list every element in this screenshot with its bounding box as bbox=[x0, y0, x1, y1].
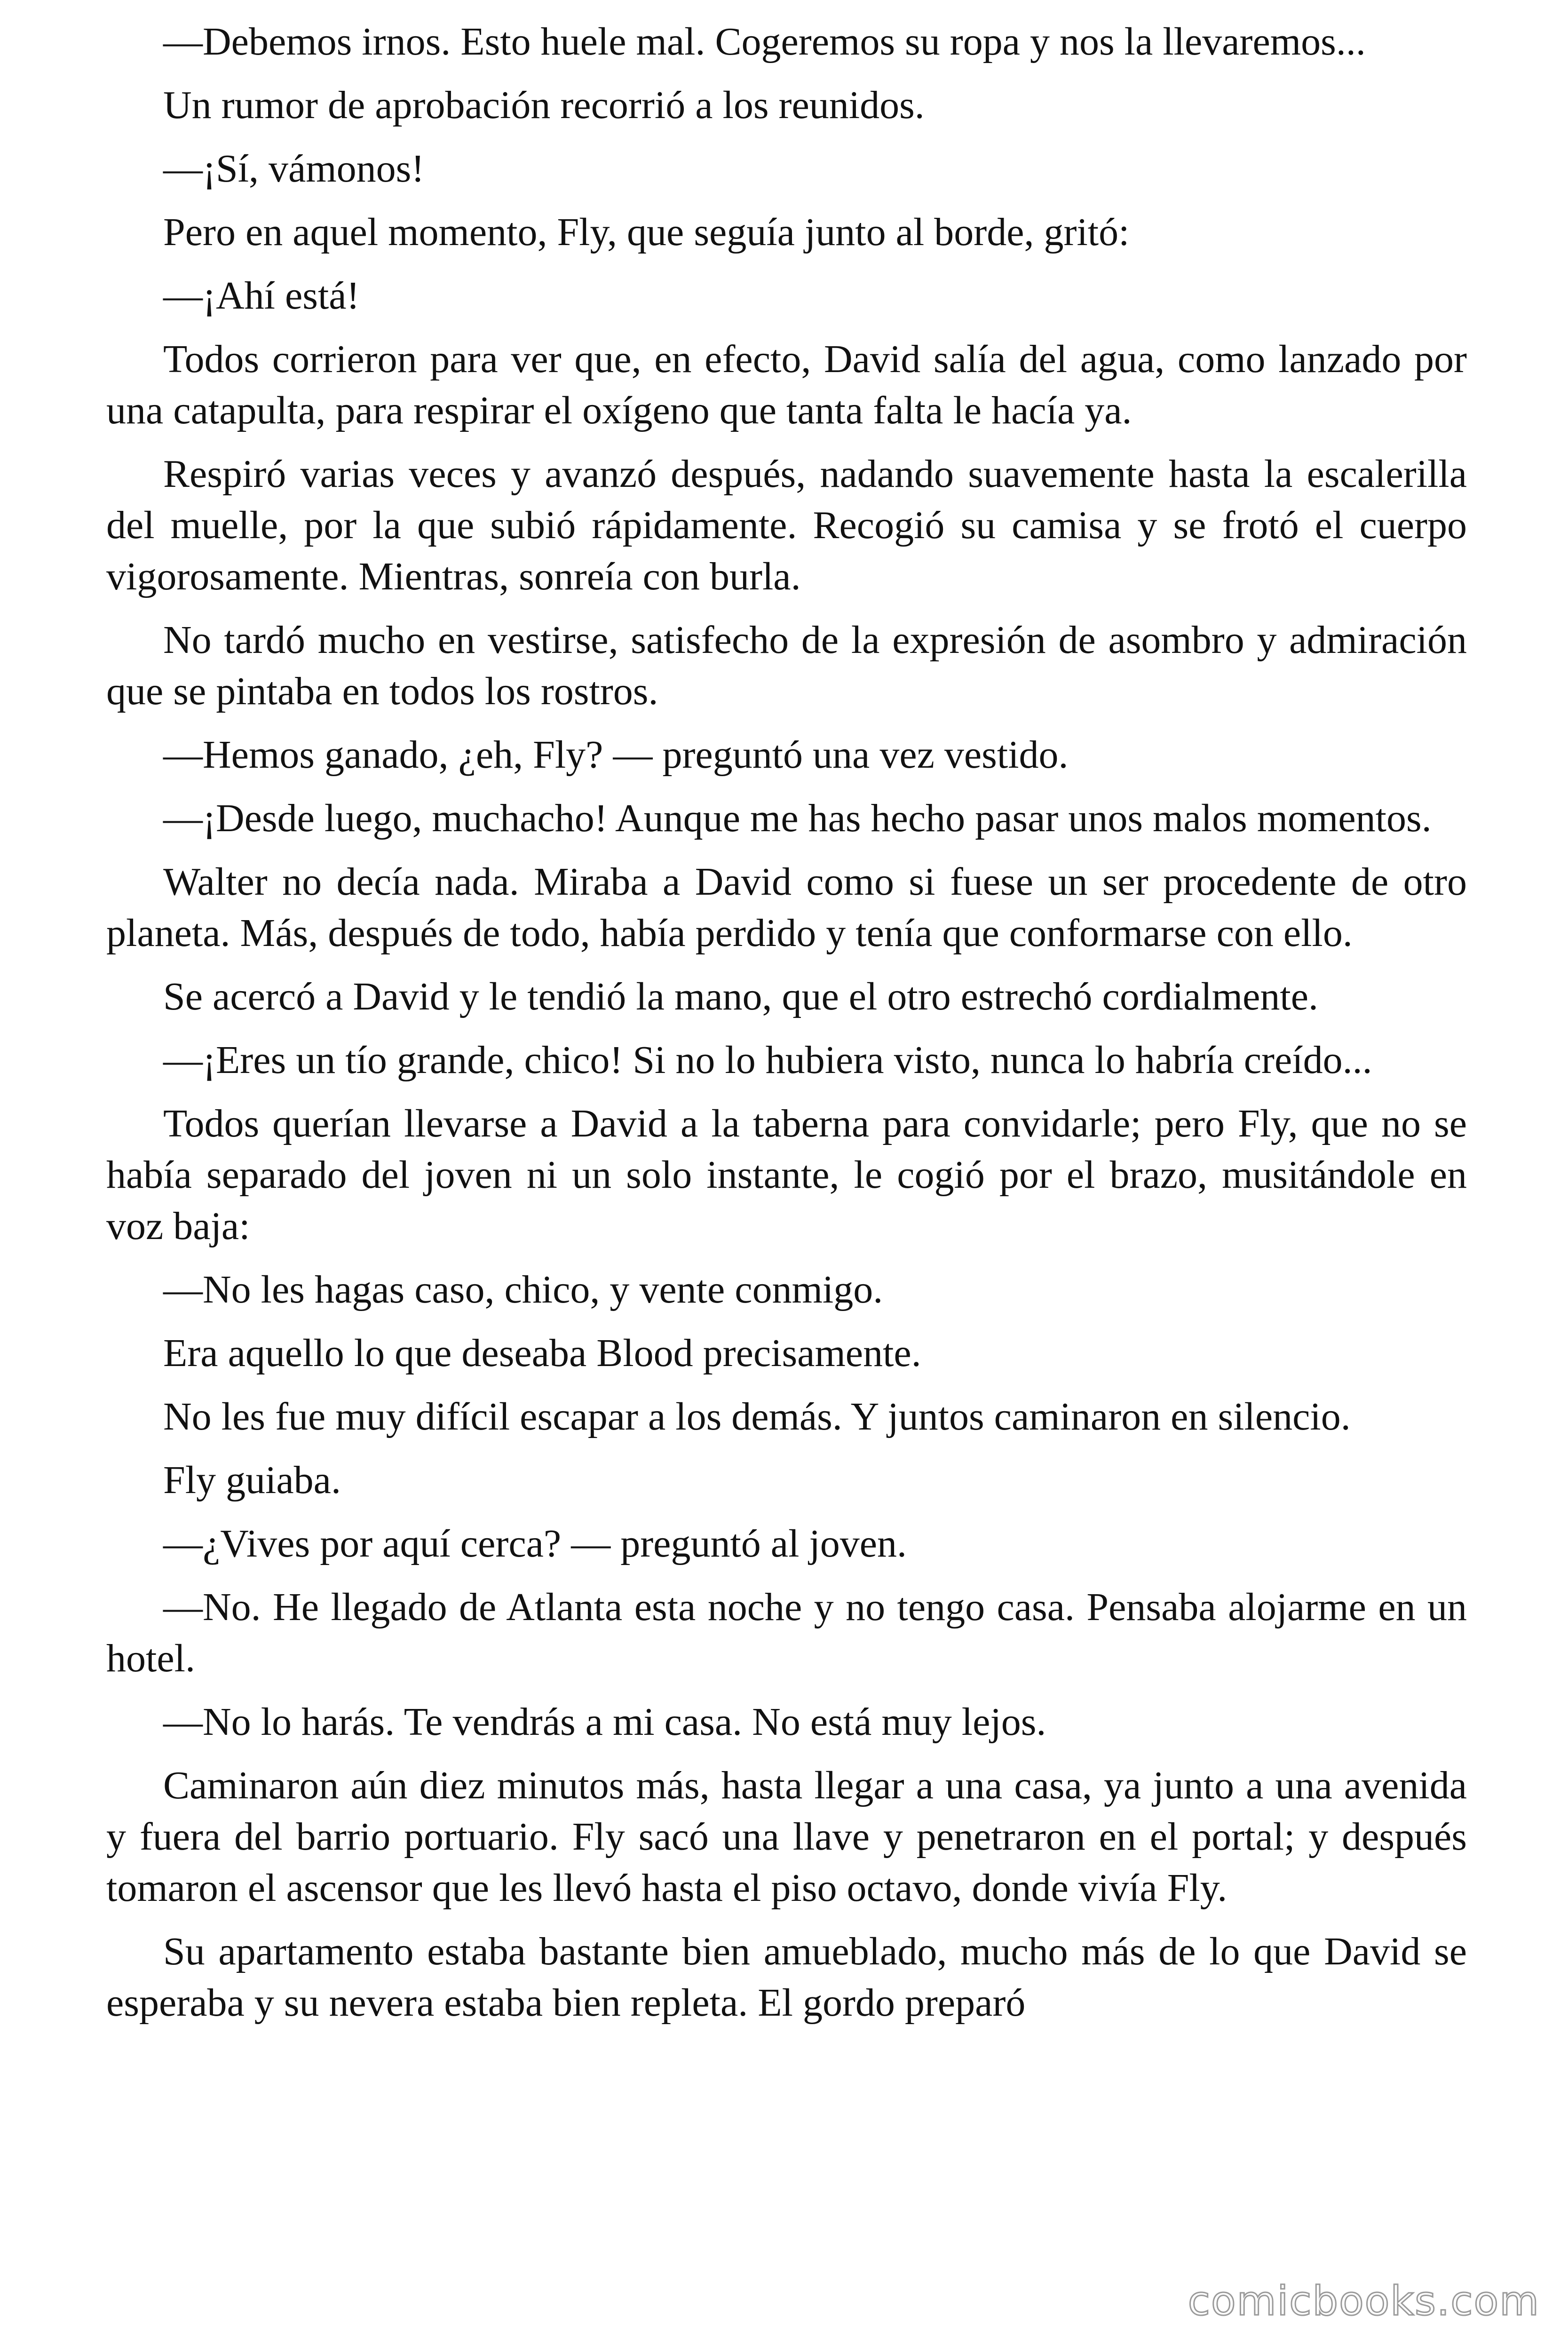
watermark-logo: comicbooks.com bbox=[1188, 2278, 1540, 2325]
paragraph-2: Un rumor de aprobación recorrió a los reunidos. bbox=[163, 83, 925, 127]
paragraph-22: Caminaron aún diez minutos más, hasta llegar a una casa, ya junto a una avenida y fuera del barrio portuario. Fly sacó una llave y penetraron en el portal; y después tomaron el ascensor que les llevó hasta el piso octavo, donde vivía Fly. bbox=[106, 1764, 1467, 1910]
paragraph-18: Fly guiaba. bbox=[163, 1458, 341, 1502]
paragraph-20: —No. He llegado de Atlanta esta noche y no tengo casa. Pensaba alojarme en un hotel. bbox=[106, 1585, 1467, 1680]
paragraph-13: —¡Eres un tío grande, chico! Si no lo hubiera visto, nunca lo habría creído... bbox=[163, 1038, 1372, 1082]
paragraph-12: Se acercó a David y le tendió la mano, que el otro estrechó cordialmente. bbox=[163, 975, 1319, 1018]
paragraph-8: No tardó mucho en vestirse, satisfecho de la expresión de asombro y admiración que se pintaba en todos los rostros. bbox=[106, 618, 1467, 713]
paragraph-21: —No lo harás. Te vendrás a mi casa. No está muy lejos. bbox=[163, 1700, 1046, 1744]
paragraph-14: Todos querían llevarse a David a la taberna para convidarle; pero Fly, que no se había separado del joven ni un solo instante, le cogió por el brazo, musitándole en voz baja: bbox=[106, 1102, 1467, 1248]
paragraph-5: —¡Ahí está! bbox=[163, 274, 360, 318]
paragraph-9: —Hemos ganado, ¿eh, Fly? — preguntó una vez vestido. bbox=[163, 733, 1069, 777]
paragraph-7: Respiró varias veces y avanzó después, nadando suavemente hasta la escalerilla del muelle, por la que subió rápidamente. Recogió su camisa y se frotó el cuerpo vigorosamente. Mientras, sonreía con burla. bbox=[106, 452, 1467, 598]
body-text bbox=[106, 16, 1467, 2041]
paragraph-16: Era aquello lo que deseaba Blood precisamente. bbox=[163, 1331, 921, 1375]
paragraph-6: Todos corrieron para ver que, en efecto, David salía del agua, como lanzado por una catapulta, para respirar el oxígeno que tanta falta le hacía ya. bbox=[106, 337, 1467, 432]
paragraph-4: Pero en aquel momento, Fly, que seguía junto al borde, gritó: bbox=[163, 210, 1130, 254]
paragraph-15: —No les hagas caso, chico, y vente conmigo. bbox=[163, 1268, 883, 1311]
paragraph-19: —¿Vives por aquí cerca? — preguntó al joven. bbox=[163, 1522, 907, 1565]
paragraph-3: —¡Sí, vámonos! bbox=[163, 147, 425, 191]
paragraph-1: —Debemos irnos. Esto huele mal. Cogeremos su ropa y nos la llevaremos... bbox=[163, 20, 1366, 64]
paragraph-23: Su apartamento estaba bastante bien amueblado, mucho más de lo que David se esperaba y su nevera estaba bien repleta. El gordo preparó bbox=[106, 1930, 1467, 2025]
paragraph-17: No les fue muy difícil escapar a los demás. Y juntos caminaron en silencio. bbox=[163, 1395, 1351, 1438]
paragraph-10: —¡Desde luego, muchacho! Aunque me has hecho pasar unos malos momentos. bbox=[163, 796, 1432, 840]
paragraph-11: Walter no decía nada. Miraba a David como si fuese un ser procedente de otro planeta. Más, después de todo, había perdido y tenía que conformarse con ello. bbox=[106, 860, 1467, 955]
